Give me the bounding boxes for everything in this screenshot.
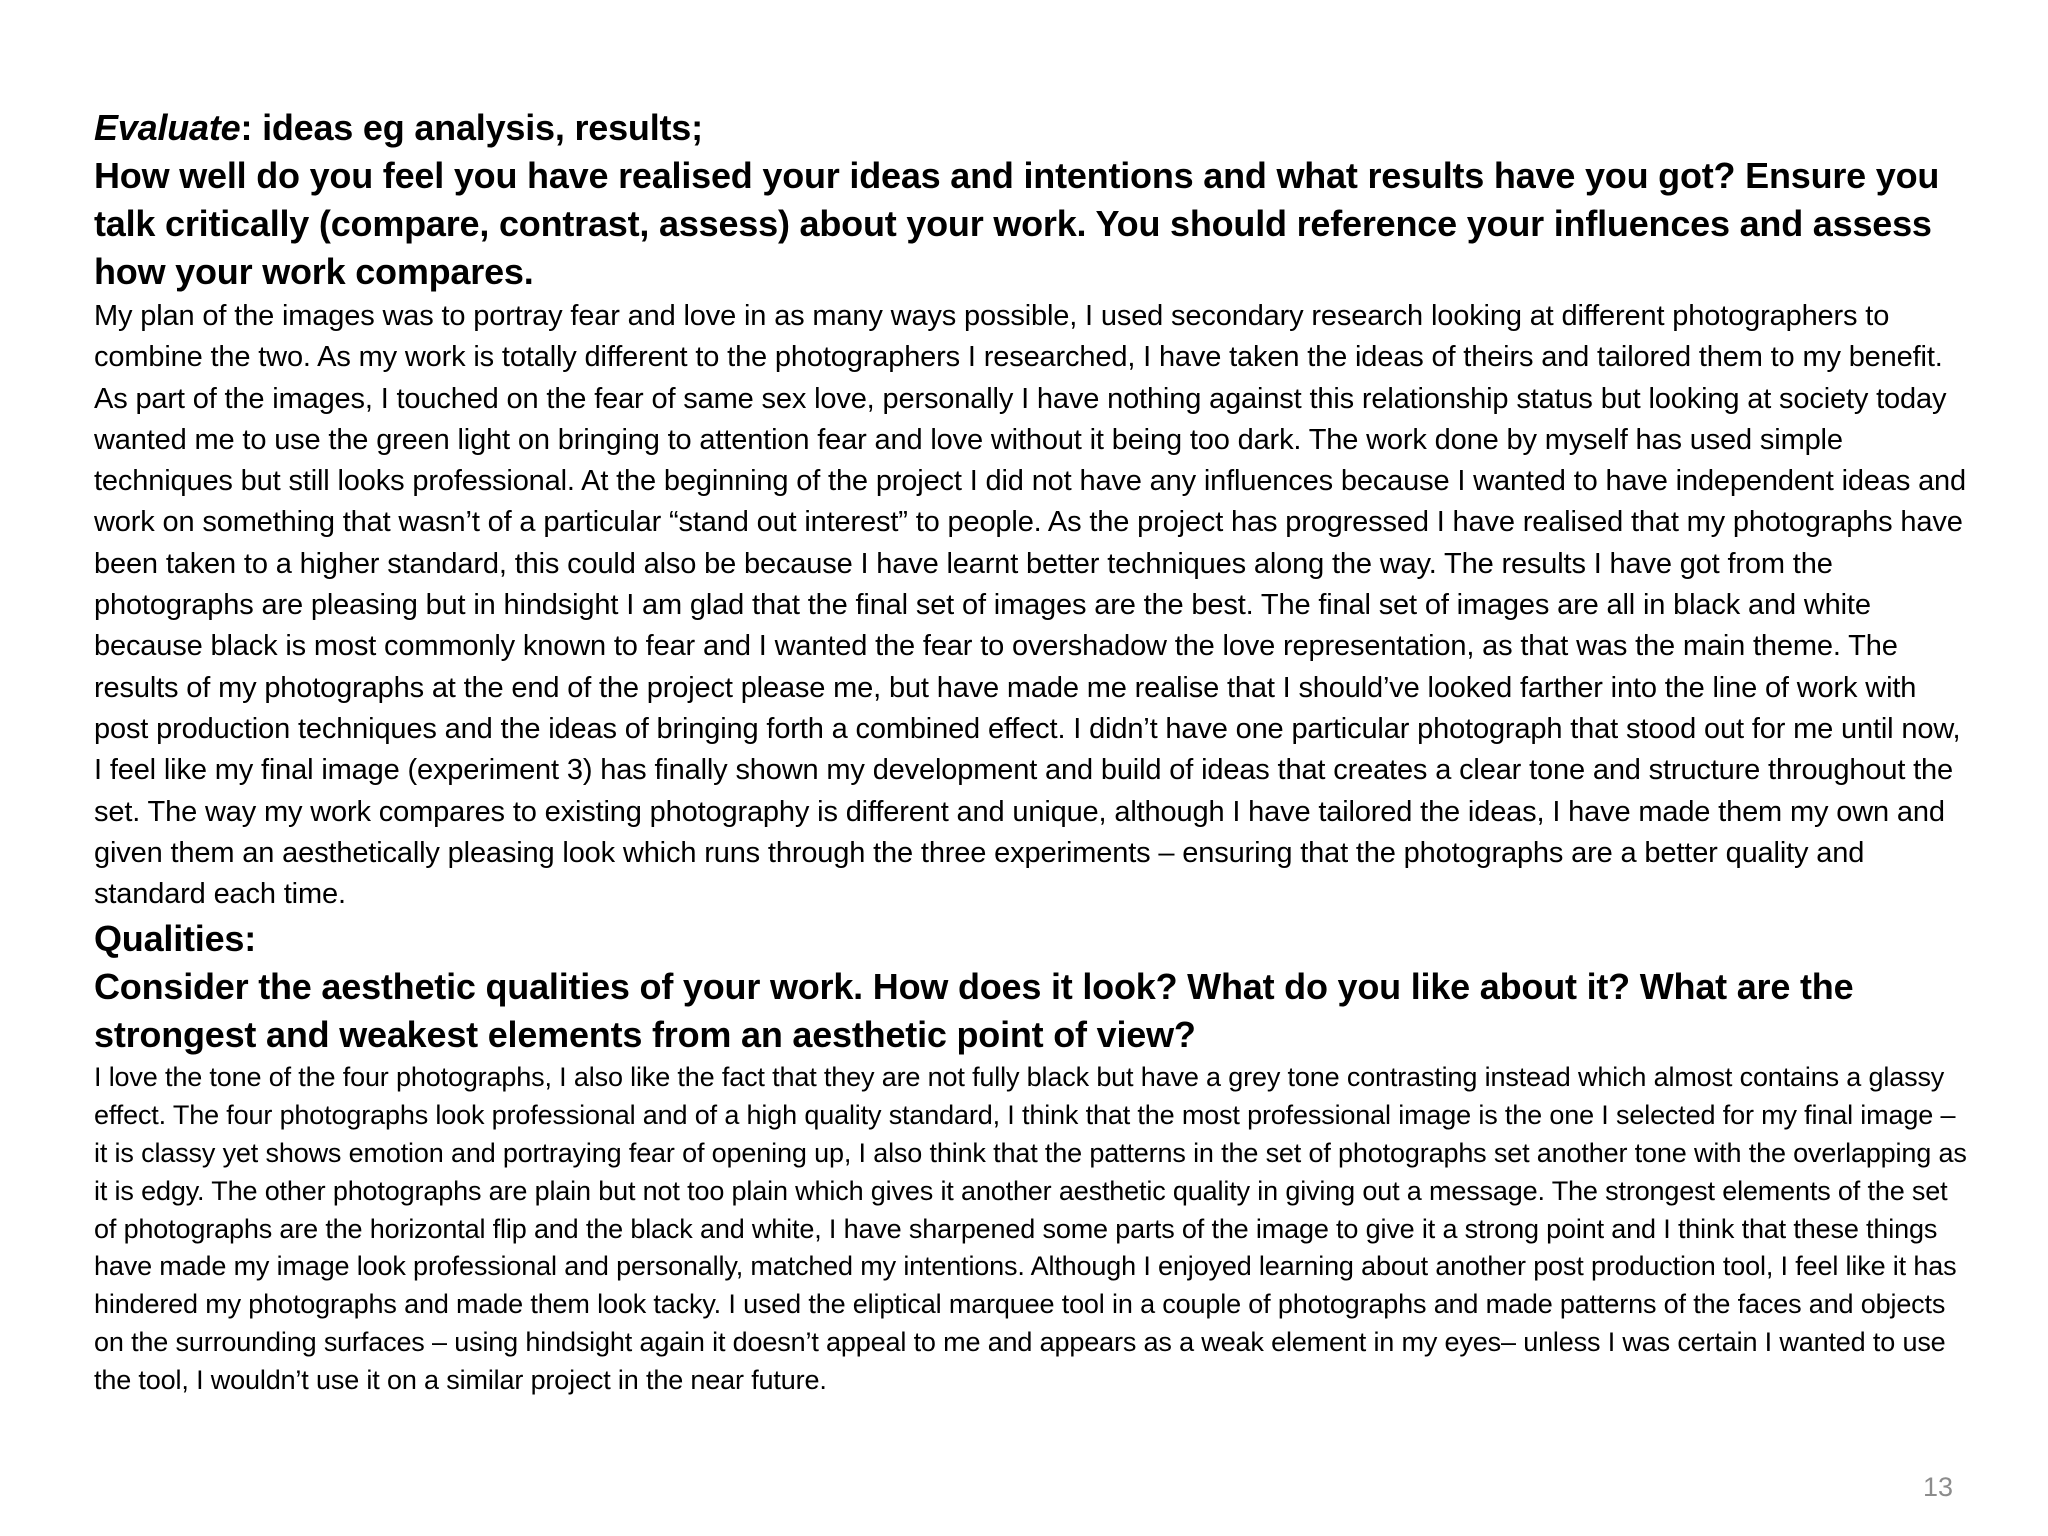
evaluate-question: How well do you feel you have realised your ideas and intentions and what results have you got? Ensure you talk critically (compare, contrast, assess) about your work. You should reference your influences and assess how your work compares. [94, 155, 1940, 292]
qualities-heading: Qualities: [94, 918, 257, 960]
qualities-question: Consider the aesthetic qualities of your work. How does it look? What do you like about it? What are the strongest and weakest elements from an aesthetic point of view? [94, 966, 1854, 1056]
evaluate-heading [94, 104, 1974, 152]
qualities-answer: I love the tone of the four photographs, I also like the fact that they are not fully black but have a grey tone contrasting instead which almost contains a glassy effect. The four photographs look professional and of a high quality standard, I think that the most professional image is the one I selected for my final image – it is classy yet shows emotion and portraying fear of opening up, I also think that the patterns in the set of photographs set another tone with the overlapping as it is edgy. The other photographs are plain but not too plain which gives it another aesthetic quality in giving out a message. The strongest elements of the set of photographs are the horizontal flip and the black and white, I have sharpened some parts of the image to give it a strong point and I think that these things have made my image look professional and personally, matched my intentions. Although I enjoyed learning about another post production tool, I feel like it has hindered my photographs and made them look tacky. I used the eliptical marquee tool in a couple of photographs and made patterns of the faces and objects on the surrounding surfaces – using hindsight again it doesn’t appeal to me and appears as a weak element in my eyes– unless I was certain I wanted to use the tool, I wouldn’t use it on a similar project in the near future. [94, 1062, 1967, 1395]
slide-content [94, 104, 1974, 1400]
evaluate-answer: My plan of the images was to portray fear and love in as many ways possible, I used secondary research looking at different photographers to combine the two. As my work is totally different to the photographers I researched, I have taken the ideas of theirs and tailored them to my benefit. As part of the images, I touched on the fear of same sex love, personally I have nothing against this relationship status but looking at society today wanted me to use the green light on bringing to attention fear and love without it being too dark. The work done by myself has used simple techniques but still looks professional. At the beginning of the project I did not have any influences because I wanted to have independent ideas and work on something that wasn’t of a particular “stand out interest” to people. As the project has progressed I have realised that my photographs have been taken to a higher standard, this could also be because I have learnt better techniques along the way. The results I have got from the photographs are pleasing but in hindsight I am glad that the final set of images are the best. The final set of images are all in black and white because black is most commonly known to fear and I wanted the fear to overshadow the love representation, as that was the main theme. The results of my photographs at the end of the project please me, but have made me realise that I should’ve looked farther into the line of work with post production techniques and the ideas of bringing forth a combined effect. I didn’t have one particular photograph that stood out for me until now, I feel like my final image (experiment 3) has finally shown my development and build of ideas that creates a clear tone and structure throughout the set. The way my work compares to existing photography is different and unique, although I have tailored the ideas, I have made them my own and given them an aesthetically pleasing look which runs through the three experiments – ensuring that the photographs are a better quality and standard each time. [94, 300, 1967, 911]
evaluate-label-suffix: : ideas eg analysis, results; [240, 107, 703, 148]
page-number: 13 [1922, 1472, 1953, 1502]
evaluate-label: Evaluate [94, 107, 241, 148]
